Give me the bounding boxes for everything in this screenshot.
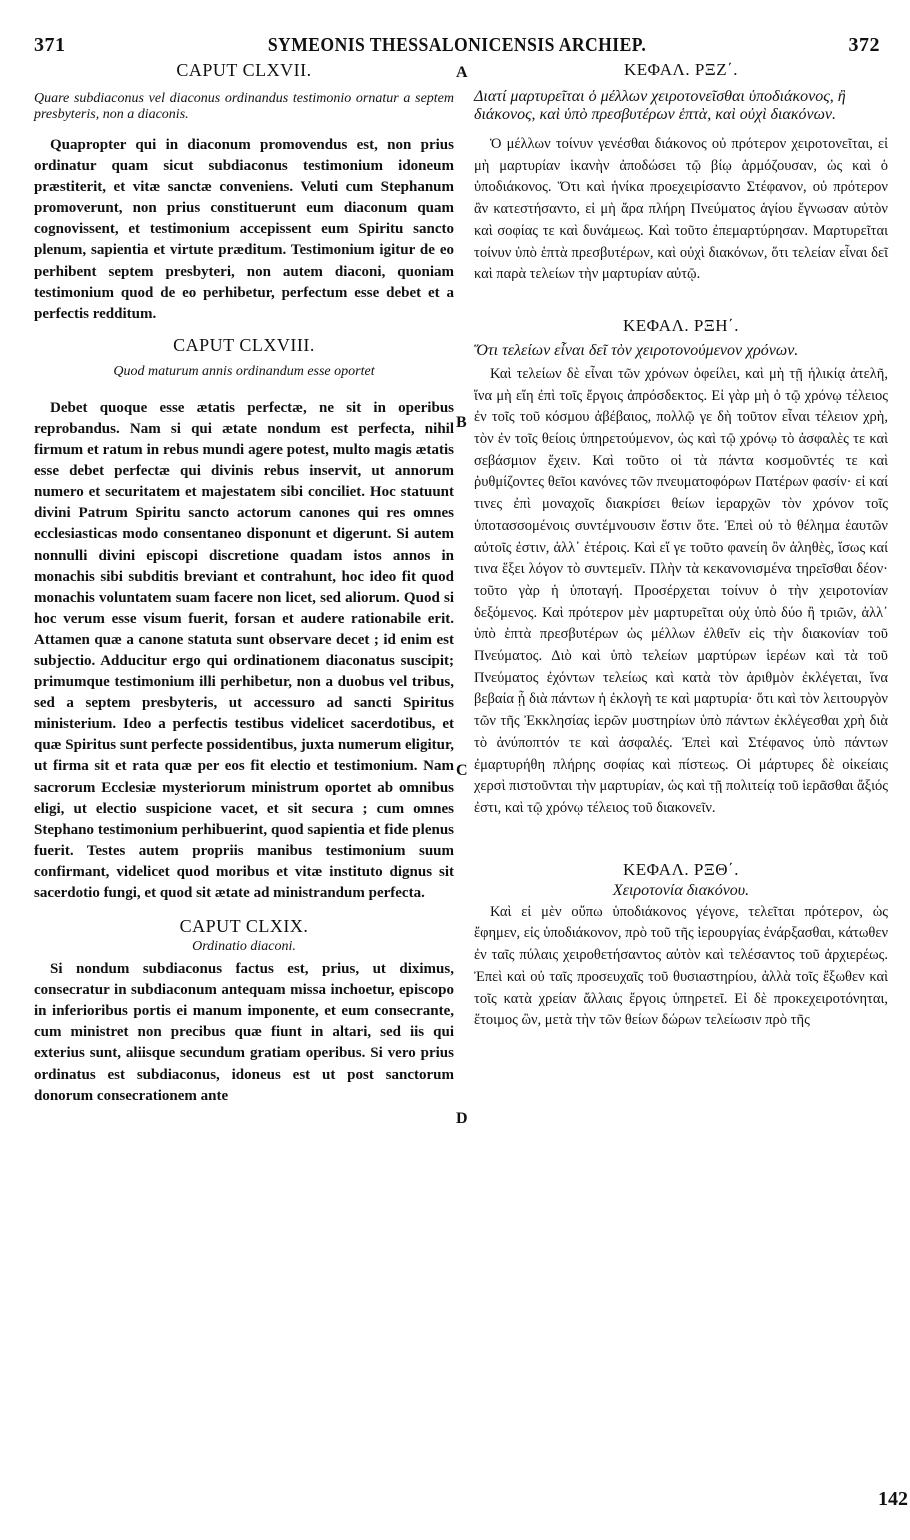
chapter-summary: Ordinatio diaconi. (192, 939, 296, 955)
chapter-heading: ΚΕΦΑΛ. ΡΞΖ΄. (623, 60, 739, 79)
chapter-summary: Quare subdiaconus vel diaconus ordinandus testimonio ornatur a septem presbyteris, non a diaconis. (34, 91, 454, 122)
greek-kephal-167 (474, 60, 888, 286)
margin-letter-b: B (456, 414, 467, 431)
chapter-heading: ΚΕΦΑΛ. ΡΞΗ΄. (623, 315, 739, 335)
latin-column (34, 60, 454, 1107)
chapter-summary: Χειροτονία διακόνου. (612, 881, 750, 899)
latin-caput-168 (34, 335, 454, 904)
chapter-summary: Ὅτι τελείων εἶναι δεῖ τὸν χειροτονούμενον χρόνων. (474, 341, 799, 359)
running-head-title: SYMEONIS THESSALONICENSIS ARCHIEP. (267, 34, 647, 56)
page-number-left: 371 (34, 34, 66, 56)
chapter-heading: ΚΕΦΑΛ. ΡΞΘ΄. (623, 859, 739, 879)
chapter-heading: CAPUT CLXIX. (179, 916, 309, 937)
running-header (34, 34, 880, 60)
paragraph: Ὁ μέλλων τοίνυν γενέσθαι διάκονος οὐ πρότερον χειροτονεῖται, εἰ μὴ μαρτυρίαν ἱκανὴν ἀποδώσει τῷ βίῳ ἁρμόζουσαν, ὡς καὶ ὁ ὑποδιάκονος. Ὅτι καὶ ἡνίκα προεχειρίσαντο Στέφανον, οὐ πρότερον ἂν κατεστήσαντο, εἰ μὴ ἄρα πλήρη Πνεύματος ἁγίου ἔγνωσαν αὐτὸν καὶ σοφίας τε καὶ δυνάμεως. Καὶ τοῦτο ἐπεμαρτύρησαν. Μαρτυρεῖται τοίνυν ὑπὸ ἑπτὰ πρεσβυτέρων, καὶ οὐχὶ διακόνων, ὅτι τελείαν εἶναι δεῖ καὶ παρὰ τελείων τὴν μαρτυρίαν αὐτῷ. (474, 136, 888, 283)
paragraph: Καὶ εἰ μὲν οὔπω ὑποδιάκονος γέγονε, τελεῖται πρότερον, ὡς ἔφημεν, εἰς ὑποδιάκονον, πρὸ τοῦ τῆς ἱερουργίας ἐνάρξασθαι, κάτωθεν ἐν ταῖς πύλαις χειροθετήσαντος αὐτὸν καὶ τελέσαντος τοῦ ἀρχιερέως. Ἐπεὶ καὶ οὐ ταῖς προσευχαῖς τοῦ θυσιαστηρίου, ἀλλὰ τοῖς ἔξωθεν καὶ τοῖς κατὰ χρείαν ἄλλαις ἔργοις ὑπηρετεῖ. Εἰ δὲ προκεχειροτόνηται, ἕτοιμος ὢν, μετὰ τὴν τῶν θείων δώρων τελείωσιν πρὸ τῆς (474, 903, 888, 1029)
margin-letter-c: C (456, 762, 468, 779)
margin-letter-a: A (456, 64, 468, 81)
margin-number: 142 (878, 1488, 908, 1510)
chapter-summary: Διατί μαρτυρεῖται ὁ μέλλων χειροτονεῖσθαι ὑποδιάκονος, ἢ διάκονος, καὶ ὑπὸ πρεσβυτέρων ἑπτὰ, καὶ οὐχὶ διακόνων. (474, 88, 846, 123)
margin-letter-d: D (456, 1110, 468, 1127)
chapter-heading: CAPUT CLXVIII. (173, 334, 315, 355)
greek-column (474, 60, 888, 1032)
greek-kephal-169 (474, 860, 888, 1032)
latin-caput-169 (34, 916, 454, 1107)
chapter-heading: CAPUT CLXVII. (176, 60, 312, 80)
paragraph: Quapropter qui in diaconum promovendus est, non prius ordinatur quam sicut subdiaconus testimonium idoneum præstiterit, et vitæ sanctæ conveniens. Veluti cum Stephanum promoverunt, non prius constituerunt eum diaconum quam cognovissent, et testimonium accepissent eum Spiritu sancto plenum, sapientia et virtute præditum. Testimonium igitur de eo perhibent septem presbyteri, non autem diaconi, quoniam testimonium quod de eo perhibetur, perfectum esse debet et a perfectis redditum. (34, 137, 454, 322)
latin-caput-167 (34, 60, 454, 325)
page-number-right: 372 (848, 34, 880, 56)
chapter-summary: Quod maturum annis ordinandum esse oportet (113, 363, 375, 379)
paragraph: Si nondum subdiaconus factus est, prius, ut diximus, consecratur in subdiaconum antequam missa inchoetur, episcopo in inferioribus portis ei manum imponente, et eum consecrante, cum ministret non precibus quæ fiunt in altari, sed iis qui exterius sunt, aliisque secundum gratiam operibus. Si vero prius ordinatus est subdiaconus, idoneus est ut post sanctorum donorum consecrationem ante (34, 961, 454, 1104)
paragraph: Debet quoque esse ætatis perfectæ, ne sit in operibus reprobandus. Nam si qui ætate nondum est perfecta, nihil firmum et ratum in rebus mundi agere potest, multo magis ætatis esse debet perfectæ qui divinis rebus inservit, ut annorum numero et securitatem et majestatem sibi conciliet. Hoc statuunt divini Patrum Spiritu sancto actorum canones qui res omnes ecclesiasticas modo consentaneo disponunt et digerunt. Si autem nonnulli divini episcopi discretione quadam istos annos in monachis sibi subditis breviant et contrahunt, hoc ideo fit quod monachis voluntatem suam facere non licet, sed aliorum. Quod si hoc verum esse visum fuerit, forsan et audere rationabile erit. Attamen quæ a canone statuta sunt observare decet ; id enim est subjectio. Adducitur ergo qui ordinationem diaconatus suscipit; primumque testimonium illi perhibetur, non a duobus vel tribus, sed a septem presbyteris, ut accessuro ad sancti Spiritus ministerium. Ideo a perfectis testibus videlicet sacerdotibus, et quæ Spiritus sunt perfecte possidentibus, juxta numerum eligitur, ut firma sit et rata quæ per eos fit electio et testimonium. Nam sacrorum Ecclesiæ mysteriorum ministrum oportet ab omnibus eligi, ut electio suspicione vacet, et sit secura ; cum omnes Stephano testimonium perhibuerint, quod sapientia et fide plenus fuerit. Testes autem propriis manibus testimonium suum confirmant, videlicet quod moribus et vitæ instituto dignus sit sacerdotio fungi, et quod sit ætate ad ministrandum perfecta. (34, 399, 454, 901)
paragraph: Καὶ τελείων δὲ εἶναι τῶν χρόνων ὀφείλει, καὶ μὴ τῇ ἡλικίᾳ ἀτελῆ, ἵνα μὴ εἴη ἐπὶ τοῖς ἔργοις ἀπρόσδεκτος. Εἰ γὰρ μὴ ὁ τῷ χρόνῳ τέλειος ἐν τοῖς τοῦ κόσμου ἀβέβαιος, πολλῷ γε δὴ τοῦτον εἶναι τέλειον χρὴ, τὸν ἐν τοῖς θείοις ὑπηρετούμενον, ὡς καὶ τῷ χρόνῳ τὸ ἀσφαλὲς τε καὶ σεβάσμιον ἔχειν. Καὶ τοῦτο οἱ τὰ πάντα κοσμοῦντές τε καὶ ῥυθμίζοντες θεῖοι κανόνες τῶν πνευματοφόρων Πατέρων φασίν· εἰ καί τινες ἐπὶ μοναχοῖς διακρίσει θείων ἱεραρχῶν τὸν χρόνον τοῖς ὑποτασσομένοις συντέμνουσιν ἔστιν ὅτε. Ἐπεὶ οὐ τὸ θέλημα ἑαυτῶν αὐτοῖς ἐστιν, ἀλλ᾽ ἑτέροις. Καὶ εἴ γε τοῦτο φανείη ὂν ἀληθὲς, ἴσως καί τινα ἕξει λόγον τὸ συντεμεῖν. Πλὴν τὰ κεκανονισμένα τηρεῖσθαι δέον· τοῦτο γὰρ ἡ ὑποταγή. Προσέρχεται τοίνυν ὁ τὴν χειροτονίαν δεξόμενος. Καὶ πρότερον μὲν μαρτυρεῖται οὐχ ὑπὸ δύο ἢ τριῶν, ἀλλ᾽ ὑπὸ ἑπτὰ πρεσβυτέρων ὡς μέλλων ἐλθεῖν εἰς τὴν διακονίαν τοῦ Πνεύματος. Διὸ καὶ ὑπὸ τελείων μαρτύρων ἱερέων καὶ τὰ τοῦ Πνεύματος ἐχόντων τελείως καὶ κατὰ τὸν ἀριθμὸν ἐκλέγεται, ἵνα βεβαία ᾖ διὰ πάντων ἡ ἐκλογὴ τε καὶ μαρτυρία· ὅτι καὶ τὸν λειτουργὸν τῶν τῆς Ἐκκλησίας ἱερῶν μυστηρίων ὑπὸ πάντων ἐκλέγεσθαι χρὴ διὰ τὸ ἀνύποπτόν τε καὶ ἀσφαλές. Ἐπεὶ καὶ Στέφανος ὑπὸ πάντων ἐμαρτυρήθη πλήρης σοφίας καὶ πίστεως. Οἱ μάρτυρες δὲ οἰκείαις χερσὶ πιστοῦνται τὴν μαρτυρίαν, ὡς καὶ τῇ πολιτείᾳ τοῦ ἱερᾶσθαι ἄξιός ἐστι, καὶ τῷ χρόνῳ τέλειος τοῦ διακονεῖν. (474, 365, 888, 816)
greek-kephal-168 (474, 316, 888, 820)
